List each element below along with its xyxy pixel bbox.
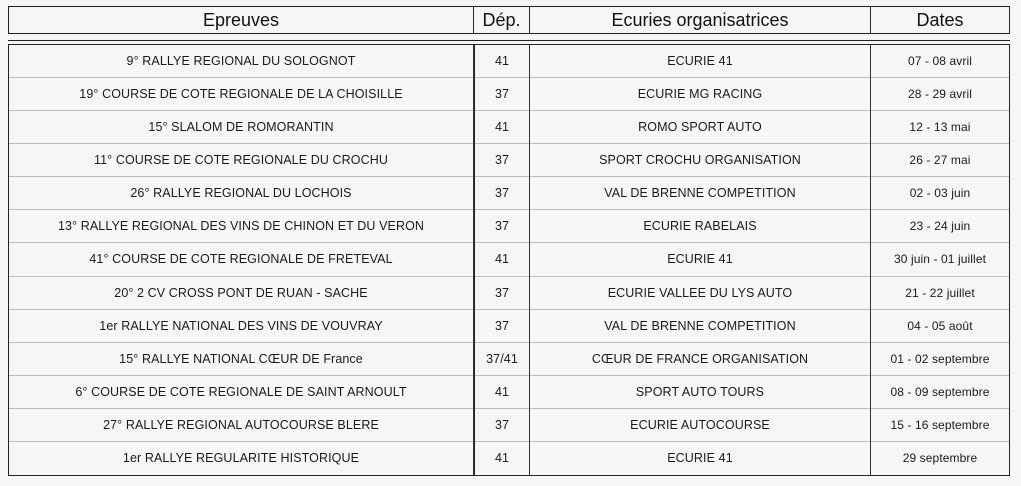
epreuve-cell: 15° SLALOM DE ROMORANTIN [9, 111, 473, 144]
dep-cell: 37 [475, 177, 529, 210]
date-cell: 15 - 16 septembre [871, 409, 1009, 442]
date-cell: 26 - 27 mai [871, 144, 1009, 177]
epreuve-cell: 27° RALLYE REGIONAL AUTOCOURSE BLERE [9, 409, 473, 442]
date-cell: 28 - 29 avril [871, 78, 1009, 111]
events-table [8, 44, 1010, 476]
ecurie-cell: SPORT CROCHU ORGANISATION [530, 144, 870, 177]
date-cell: 02 - 03 juin [871, 177, 1009, 210]
date-cell: 12 - 13 mai [871, 111, 1009, 144]
epreuve-cell: 13° RALLYE REGIONAL DES VINS DE CHINON ET DU VERON [9, 210, 473, 243]
epreuve-cell: 11° COURSE DE COTE REGIONALE DU CROCHU [9, 144, 473, 177]
epreuve-cell: 19° COURSE DE COTE REGIONALE DE LA CHOISILLE [9, 78, 473, 111]
ecurie-cell: VAL DE BRENNE COMPETITION [530, 310, 870, 343]
dep-cell: 37/41 [475, 343, 529, 376]
epreuve-cell: 1er RALLYE NATIONAL DES VINS DE VOUVRAY [9, 310, 473, 343]
rows-ecuries [530, 45, 870, 475]
dep-cell: 37 [475, 310, 529, 343]
dep-cell: 37 [475, 409, 529, 442]
ecurie-cell: ECURIE VALLEE DU LYS AUTO [530, 277, 870, 310]
date-cell: 23 - 24 juin [871, 210, 1009, 243]
rows-epreuves [9, 45, 473, 475]
ecurie-cell: CŒUR DE FRANCE ORGANISATION [530, 343, 870, 376]
dep-cell: 41 [475, 45, 529, 78]
date-cell: 07 - 08 avril [871, 45, 1009, 78]
date-cell: 08 - 09 septembre [871, 376, 1009, 409]
date-cell: 04 - 05 août [871, 310, 1009, 343]
column-dep [474, 45, 530, 475]
date-cell: 01 - 02 septembre [871, 343, 1009, 376]
table-top-rule [8, 40, 1010, 41]
ecurie-cell: ECURIE 41 [530, 45, 870, 78]
ecurie-cell: VAL DE BRENNE COMPETITION [530, 177, 870, 210]
epreuve-cell: 6° COURSE DE COTE REGIONALE DE SAINT ARNOULT [9, 376, 473, 409]
column-epreuves [9, 45, 474, 475]
header-epreuves: Epreuves [9, 7, 474, 33]
ecurie-cell: ECURIE 41 [667, 451, 733, 466]
table-header [8, 6, 1010, 34]
ecurie-cell: ECURIE AUTOCOURSE [530, 409, 870, 442]
epreuve-cell: 41° COURSE DE COTE REGIONALE DE FRETEVAL [9, 243, 473, 276]
ecurie-cell: SPORT AUTO TOURS [530, 376, 870, 409]
column-dates [871, 45, 1009, 475]
rows-dates [871, 45, 1009, 475]
date-cell: 29 septembre [902, 451, 978, 466]
ecurie-cell: ROMO SPORT AUTO [530, 111, 870, 144]
dep-cell: 37 [475, 210, 529, 243]
rows-dep [475, 45, 529, 475]
epreuve-cell: 9° RALLYE REGIONAL DU SOLOGNOT [9, 45, 473, 78]
ecurie-cell: ECURIE RABELAIS [530, 210, 870, 243]
dep-cell: 41 [494, 451, 510, 466]
date-cell: 30 juin - 01 juillet [871, 243, 1009, 276]
dep-cell: 41 [475, 111, 529, 144]
column-ecuries [530, 45, 871, 475]
dep-cell: 37 [475, 277, 529, 310]
epreuve-cell: 26° RALLYE REGIONAL DU LOCHOIS [9, 177, 473, 210]
dep-cell: 37 [475, 144, 529, 177]
epreuve-cell: 15° RALLYE NATIONAL CŒUR DE France [9, 343, 473, 376]
date-cell: 21 - 22 juillet [871, 277, 1009, 310]
ecurie-cell: ECURIE MG RACING [530, 78, 870, 111]
epreuve-cell: 20° 2 CV CROSS PONT DE RUAN - SACHE [9, 277, 473, 310]
ecurie-cell: ECURIE 41 [530, 243, 870, 276]
header-ecuries: Ecuries organisatrices [530, 7, 871, 33]
epreuve-cell: 1er RALLYE REGULARITE HISTORIQUE [122, 451, 360, 466]
dep-cell: 41 [475, 376, 529, 409]
header-dates: Dates [916, 9, 964, 30]
dep-cell: 41 [475, 243, 529, 276]
header-dep: Dép. [474, 7, 530, 33]
dep-cell: 37 [475, 78, 529, 111]
